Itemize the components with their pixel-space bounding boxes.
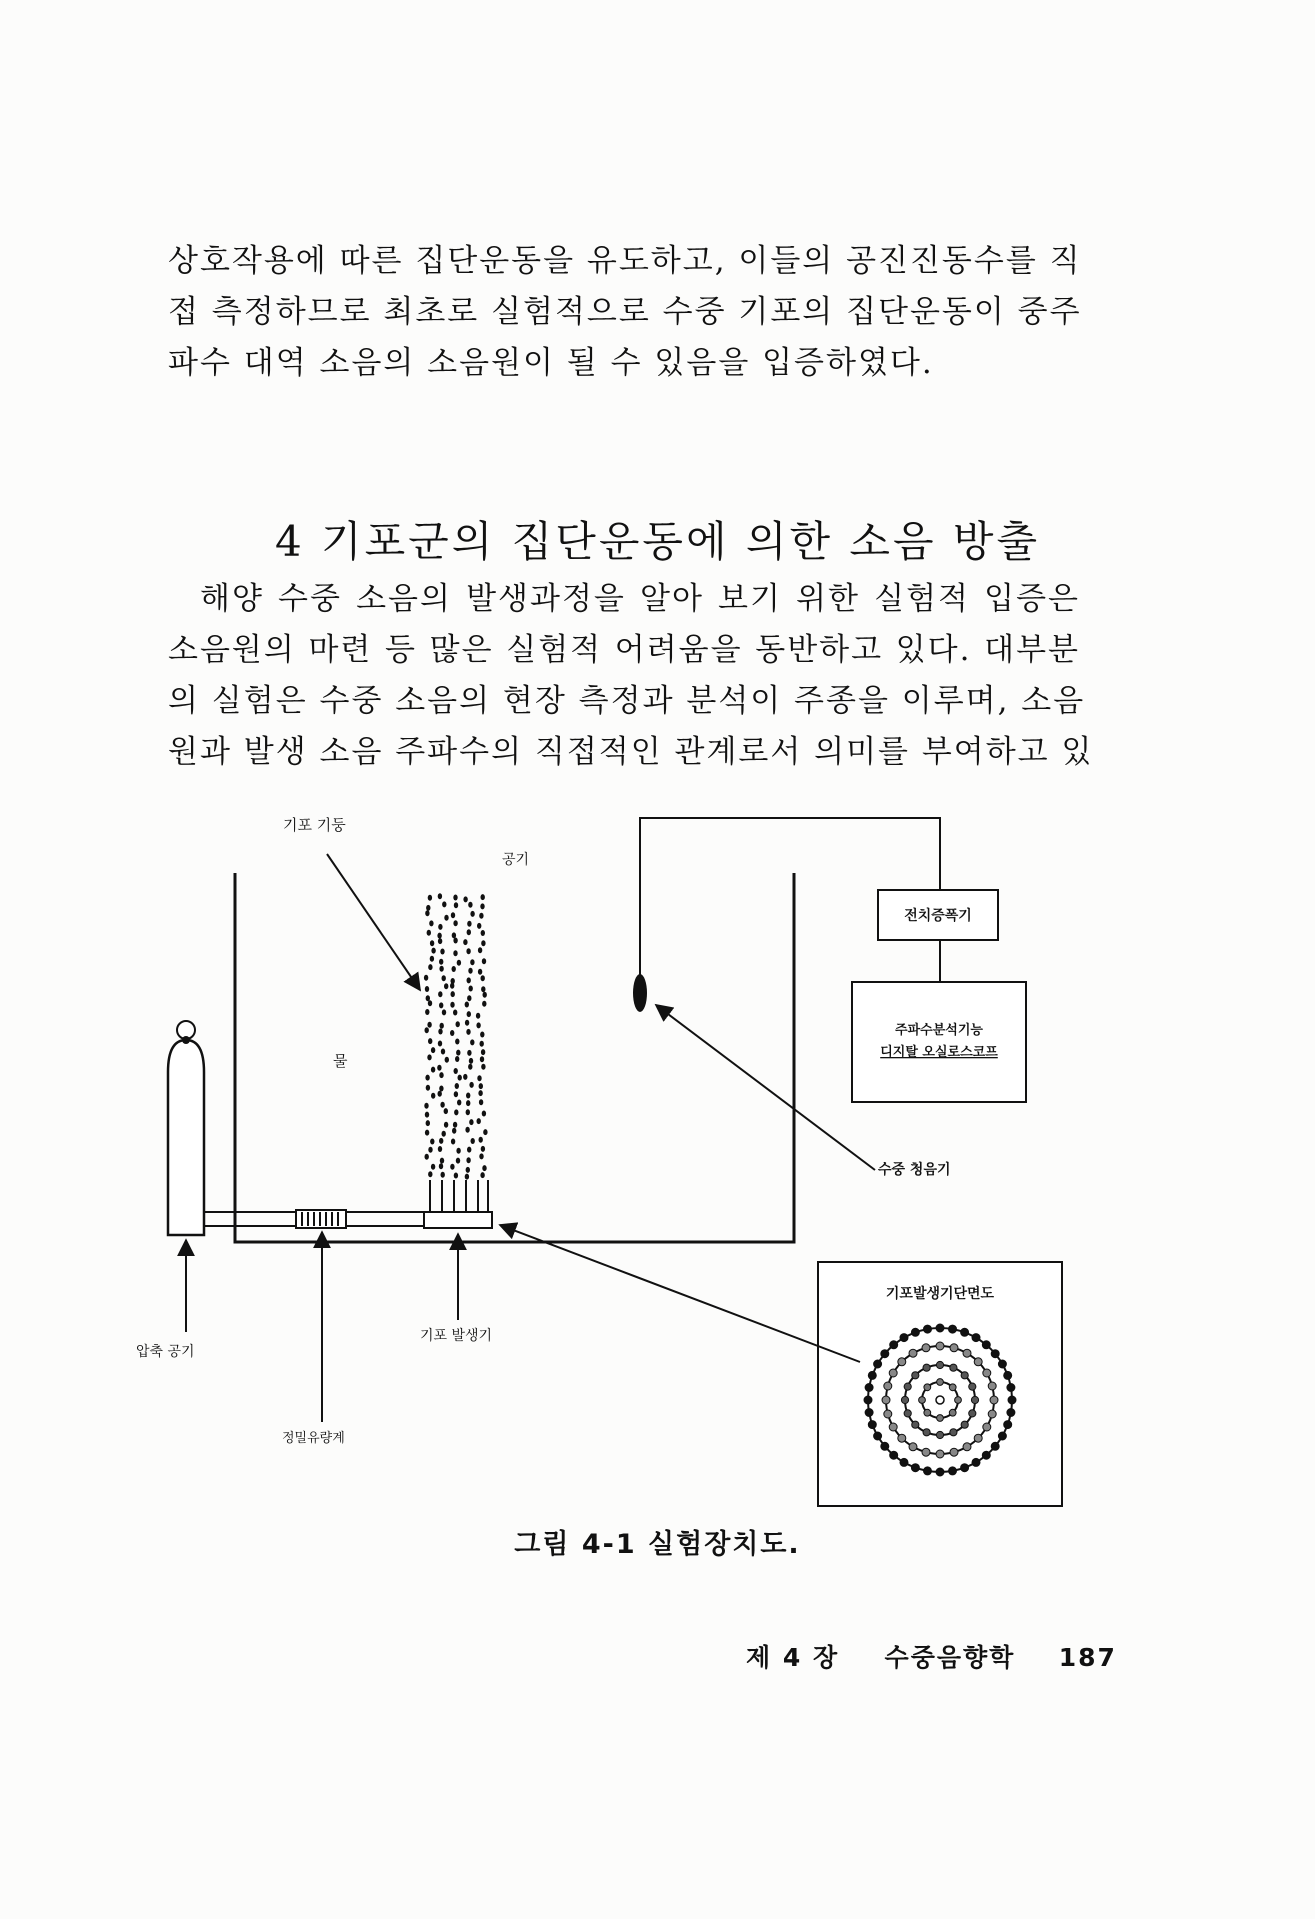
nozzle	[889, 1423, 897, 1431]
bubble	[483, 1129, 487, 1135]
nozzle	[890, 1341, 898, 1349]
bubble	[454, 1173, 458, 1179]
bubble-generator	[424, 1180, 492, 1228]
text-line: 해양 수중 소음의 발생과정을 알아 보기 위한 실험적 입증은	[200, 581, 1080, 617]
bubble	[425, 1075, 429, 1081]
bubble	[428, 1038, 432, 1044]
bubble	[482, 1111, 486, 1117]
flowmeter-device	[296, 1210, 346, 1228]
bubble	[442, 1009, 446, 1015]
nozzle	[936, 1361, 943, 1368]
nozzle	[950, 1344, 958, 1352]
bubble	[465, 1002, 469, 1008]
bubble	[431, 1093, 435, 1099]
bubble	[450, 1164, 454, 1170]
bubble	[469, 1119, 473, 1125]
bubble	[481, 1146, 485, 1152]
water-tank	[235, 873, 794, 1242]
nozzle	[1004, 1421, 1012, 1429]
nozzle	[911, 1464, 919, 1472]
nozzle	[868, 1371, 876, 1379]
hydrophone-label: 수중 청음기	[878, 1162, 951, 1178]
bubble	[452, 1128, 456, 1134]
bubble	[451, 991, 455, 997]
nozzle	[912, 1372, 919, 1379]
bubble	[444, 915, 448, 921]
nozzle	[890, 1451, 898, 1459]
bubble	[466, 1109, 470, 1115]
bubble	[481, 975, 485, 981]
bubble	[425, 1112, 429, 1118]
nozzle	[911, 1328, 919, 1336]
bubble	[463, 939, 467, 945]
bubble	[425, 910, 429, 916]
text-line: 소음원의 마련 등 많은 실험적 어려움을 동반하고 있다. 대부분	[168, 632, 1080, 668]
bubble	[454, 1091, 458, 1097]
nozzle	[998, 1432, 1006, 1440]
bubble	[465, 1174, 469, 1180]
bubble	[438, 938, 442, 944]
bubble	[481, 940, 485, 946]
bubble	[454, 902, 458, 908]
bubble	[478, 969, 482, 975]
bubble-column	[424, 893, 488, 1179]
nozzle	[961, 1464, 969, 1472]
bubble	[470, 911, 474, 917]
bubble	[444, 983, 448, 989]
bubble	[451, 1139, 455, 1145]
bubble	[463, 896, 467, 902]
bubble	[453, 950, 457, 956]
nozzle	[991, 1350, 999, 1358]
bubble	[466, 1167, 470, 1173]
nozzle	[950, 1429, 957, 1436]
nozzle	[950, 1364, 957, 1371]
bubble-generator-label: 기포 발생기	[420, 1328, 493, 1344]
bubble	[470, 959, 474, 965]
figure-caption: 그림 4-1 실험장치도.	[514, 1529, 801, 1560]
bubble	[453, 1010, 457, 1016]
nozzle	[865, 1384, 873, 1392]
bubble	[442, 901, 446, 907]
bubble	[481, 1049, 485, 1055]
bubble	[482, 958, 486, 964]
bubble	[444, 1122, 448, 1128]
nozzle	[1007, 1409, 1015, 1417]
bubble	[438, 924, 442, 930]
bubble	[437, 933, 441, 939]
center-nozzle	[936, 1396, 944, 1404]
bubble	[454, 1109, 458, 1115]
bubble	[439, 1086, 443, 1092]
nozzle	[909, 1349, 917, 1357]
bubble	[471, 1138, 475, 1144]
bubble	[469, 986, 473, 992]
bubble	[425, 1009, 429, 1015]
nozzle	[988, 1410, 996, 1418]
nozzle	[983, 1423, 991, 1431]
oscilloscope-box	[852, 982, 1026, 1102]
nozzle	[969, 1410, 976, 1417]
nozzle	[961, 1421, 968, 1428]
bubble	[440, 1158, 444, 1164]
nozzle	[982, 1341, 990, 1349]
bubble	[438, 991, 442, 997]
bubble	[427, 930, 431, 936]
flowmeter-label: 정밀유량계	[282, 1431, 345, 1446]
bubble	[455, 1056, 459, 1062]
bubble	[454, 1068, 458, 1074]
bubble	[444, 1108, 448, 1114]
bubble	[450, 1030, 454, 1036]
bubble	[453, 895, 457, 901]
nozzle	[998, 1360, 1006, 1368]
bubble	[438, 893, 442, 899]
bubble	[478, 947, 482, 953]
bubble	[429, 920, 433, 926]
bubble	[424, 1103, 428, 1109]
nozzle	[936, 1450, 944, 1458]
nozzle	[881, 1442, 889, 1450]
nozzle	[874, 1360, 882, 1368]
nozzle	[865, 1409, 873, 1417]
chapter-number: 제 4 장	[746, 1643, 840, 1672]
nozzle	[969, 1383, 976, 1390]
bubble	[430, 956, 434, 962]
bubble	[469, 1082, 473, 1088]
gas-cylinder	[168, 1021, 204, 1235]
nozzle	[949, 1325, 957, 1333]
bubble	[430, 1139, 434, 1145]
bubble	[441, 1172, 445, 1178]
bubble	[452, 932, 456, 938]
bubble	[467, 921, 471, 927]
bubble	[466, 1093, 470, 1099]
bubble	[440, 1102, 444, 1108]
nozzle	[974, 1434, 982, 1442]
bubble	[438, 1091, 442, 1097]
nozzle	[950, 1448, 958, 1456]
nozzle	[924, 1325, 932, 1333]
nozzle	[922, 1344, 930, 1352]
bubble	[456, 1050, 460, 1056]
bubble	[452, 966, 456, 972]
bubble	[425, 1130, 429, 1136]
nozzle	[1008, 1396, 1016, 1404]
bubble	[453, 1122, 457, 1128]
bubble	[469, 1058, 473, 1064]
compressed-air-label: 압축 공기	[136, 1344, 195, 1360]
bubble	[439, 959, 443, 965]
bubble	[424, 975, 428, 981]
nozzle	[961, 1328, 969, 1336]
bubble	[477, 1075, 481, 1081]
nozzle	[963, 1443, 971, 1451]
nozzle	[1004, 1371, 1012, 1379]
bubble	[480, 1172, 484, 1178]
bubble	[427, 1022, 431, 1028]
text-line: 접 측정하므로 최초로 실험적으로 수중 기포의 집단운동이 중주	[168, 294, 1082, 330]
bubble	[468, 968, 472, 974]
bubble	[431, 948, 435, 954]
bubble	[425, 986, 429, 992]
bubble	[468, 1064, 472, 1070]
bubble	[438, 1041, 442, 1047]
bubble	[483, 992, 487, 998]
bubble	[425, 1027, 429, 1033]
nozzle	[988, 1382, 996, 1390]
nozzle	[924, 1384, 931, 1391]
nozzle	[991, 1442, 999, 1450]
nozzle	[901, 1396, 908, 1403]
oscilloscope-label-line2: 디지탈 오실로스코프	[880, 1045, 998, 1060]
bubble	[431, 1164, 435, 1170]
nozzle	[974, 1358, 982, 1366]
nozzle	[972, 1334, 980, 1342]
bubble	[482, 1001, 486, 1007]
bubble	[467, 929, 471, 935]
bubble	[465, 1020, 469, 1026]
bubble	[466, 948, 470, 954]
page-footer	[746, 1638, 1117, 1674]
bubble	[457, 1100, 461, 1106]
nozzle	[912, 1421, 919, 1428]
bubble	[450, 1002, 454, 1008]
bubble	[470, 1039, 474, 1045]
bubble	[430, 940, 434, 946]
cross-section-title: 기포발생기단면도	[885, 1286, 995, 1302]
nozzle	[961, 1372, 968, 1379]
nozzle	[904, 1383, 911, 1390]
bubble	[426, 1120, 430, 1126]
preamplifier-label: 전치증폭기	[904, 908, 972, 924]
nozzle	[924, 1467, 932, 1475]
bubble	[428, 1000, 432, 1006]
bubble	[456, 1158, 460, 1164]
bubble	[426, 1085, 430, 1091]
bubble	[428, 964, 432, 970]
bubble	[457, 960, 461, 966]
bubble	[466, 1029, 470, 1035]
bubble	[453, 920, 457, 926]
cross-section-pointer	[500, 1225, 860, 1362]
nozzle	[923, 1364, 930, 1371]
nozzle	[990, 1396, 998, 1404]
nozzle	[898, 1434, 906, 1442]
bubble	[481, 986, 485, 992]
bubble	[456, 1021, 460, 1027]
bubble	[482, 1165, 486, 1171]
nozzle	[1007, 1384, 1015, 1392]
nozzle	[937, 1379, 944, 1386]
bubble	[466, 1157, 470, 1163]
nozzle	[919, 1397, 926, 1404]
bubble	[479, 1153, 483, 1159]
section-title: 4 기포군의 집단운동에 의한 소음 방출	[274, 516, 1041, 566]
bubble	[466, 1100, 470, 1106]
nozzle	[971, 1396, 978, 1403]
nozzle	[864, 1396, 872, 1404]
nozzle	[955, 1397, 962, 1404]
bubble	[477, 1118, 481, 1124]
nozzle	[972, 1458, 980, 1466]
bubble	[479, 1099, 483, 1105]
bubble	[441, 1049, 445, 1055]
bubble	[431, 1067, 435, 1073]
bubble	[428, 895, 432, 901]
bubble	[442, 975, 446, 981]
text-line: 상호작용에 따른 집단운동을 유도하고, 이들의 공진진동수를 직	[168, 243, 1082, 279]
bubble	[479, 1083, 483, 1089]
bubble	[480, 903, 484, 909]
nozzle	[937, 1415, 944, 1422]
bubble	[467, 995, 471, 1001]
bubble	[467, 1147, 471, 1153]
bubble	[480, 1056, 484, 1062]
bubble	[477, 923, 481, 929]
bubble	[451, 912, 455, 918]
bubble	[478, 1090, 482, 1096]
bubble	[481, 930, 485, 936]
bubble	[439, 1002, 443, 1008]
bubble	[439, 1163, 443, 1169]
bubble	[476, 1013, 480, 1019]
bubble	[437, 1065, 441, 1071]
bubble	[479, 913, 483, 919]
nozzle	[904, 1410, 911, 1417]
bubble	[426, 905, 430, 911]
text-line: 원과 발생 소음 주파수의 직접적인 관계로서 의미를 부여하고 있	[168, 734, 1094, 770]
bubble	[476, 1022, 480, 1028]
bubble	[428, 1171, 432, 1177]
bubble	[440, 949, 444, 955]
bubble	[438, 1146, 442, 1152]
bubble	[479, 1137, 483, 1143]
bubble	[463, 1074, 467, 1080]
bubble-column-label: 기포 기둥	[283, 816, 346, 834]
bubble	[439, 1072, 443, 1078]
text-line: 의 실험은 수중 소음의 현장 측정과 분석이 주종을 이루며, 소음	[168, 683, 1086, 719]
nozzle	[923, 1429, 930, 1436]
bubble-column-pointer	[327, 854, 420, 990]
nozzle	[882, 1396, 890, 1404]
chapter-title: 수중음향학	[884, 1643, 1016, 1672]
nozzle	[889, 1369, 897, 1377]
nozzle	[909, 1443, 917, 1451]
nozzle	[963, 1349, 971, 1357]
bubble	[468, 902, 472, 908]
nozzle	[881, 1350, 889, 1358]
nozzle	[936, 1342, 944, 1350]
bubble	[453, 938, 457, 944]
bubble	[467, 1011, 471, 1017]
nozzle	[983, 1369, 991, 1377]
nozzle	[868, 1421, 876, 1429]
nozzle	[949, 1384, 956, 1391]
bubble	[480, 1032, 484, 1038]
nozzle	[982, 1451, 990, 1459]
nozzle	[884, 1410, 892, 1418]
nozzle	[936, 1324, 944, 1332]
page-number: 187	[1058, 1643, 1117, 1672]
bubble	[426, 995, 430, 1001]
bubble	[455, 1083, 459, 1089]
bubble	[465, 1127, 469, 1133]
oscilloscope-label-line1: 주파수분석기능	[895, 1023, 983, 1038]
bubble	[431, 1047, 435, 1053]
nozzle	[936, 1431, 943, 1438]
bubble	[427, 1054, 431, 1060]
nozzle	[924, 1409, 931, 1416]
bubble	[481, 894, 485, 900]
bubble	[440, 1023, 444, 1029]
hydrophone-pointer	[656, 1005, 875, 1170]
bubble	[442, 1131, 446, 1137]
nozzle	[884, 1382, 892, 1390]
nozzle	[949, 1467, 957, 1475]
water-label: 물	[333, 1052, 348, 1070]
nozzle	[922, 1448, 930, 1456]
bubble	[439, 1138, 443, 1144]
text-line: 파수 대역 소음의 소음원이 될 수 있음을 입증하였다.	[168, 345, 934, 381]
air-label: 공기	[502, 852, 530, 868]
hydrophone	[633, 974, 647, 1012]
bubble	[438, 1029, 442, 1035]
bubble	[456, 1148, 460, 1154]
nozzle	[900, 1334, 908, 1342]
bubble	[455, 1039, 459, 1045]
bubble	[480, 1041, 484, 1047]
bubble	[428, 1147, 432, 1153]
bubble	[450, 983, 454, 989]
nozzle	[949, 1409, 956, 1416]
bubble	[458, 1075, 462, 1081]
bubble	[467, 977, 471, 983]
nozzle	[936, 1468, 944, 1476]
nozzle	[898, 1358, 906, 1366]
bubble	[481, 1064, 485, 1070]
bubble	[467, 1050, 471, 1056]
bubble	[439, 966, 443, 972]
nozzle	[900, 1458, 908, 1466]
nozzle	[874, 1432, 882, 1440]
bubble	[425, 1154, 429, 1160]
bubble	[445, 1057, 449, 1063]
